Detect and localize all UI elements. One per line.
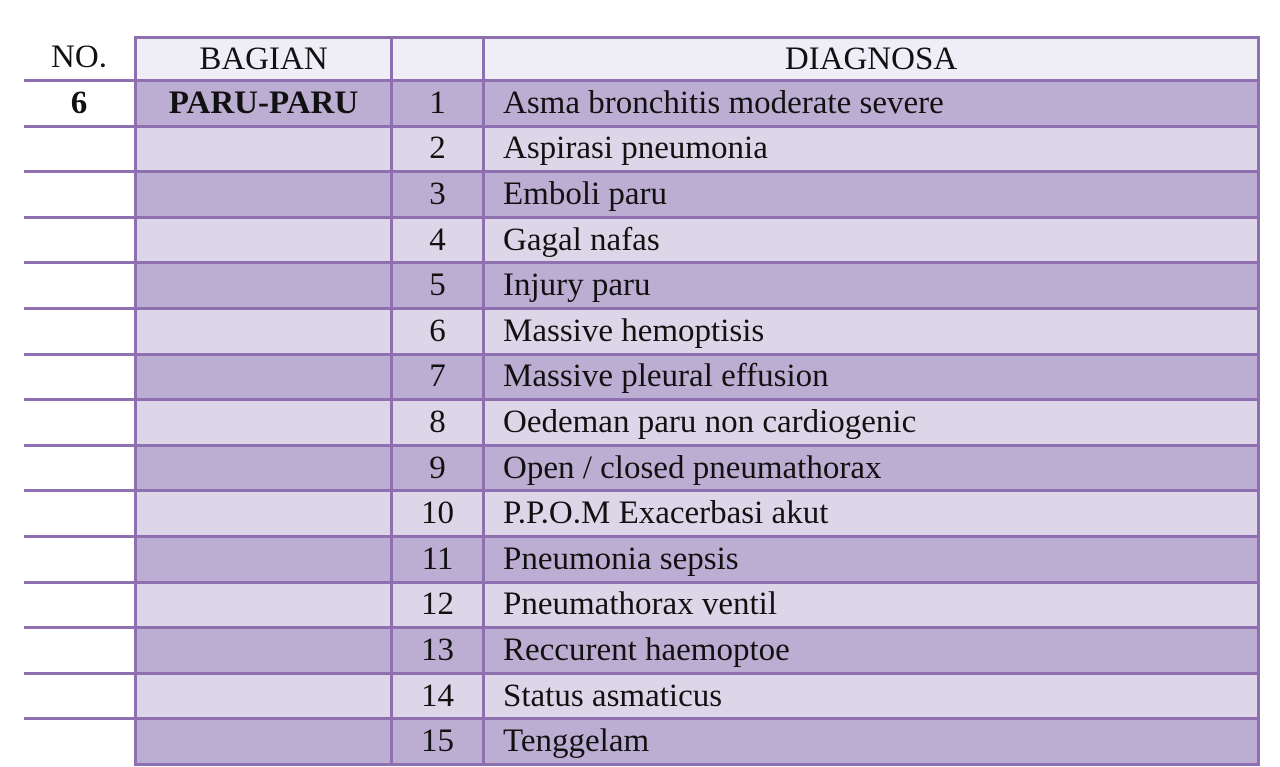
header-number xyxy=(390,36,482,79)
row-no xyxy=(24,356,134,399)
row-diagnosa: Open / closed pneumathorax xyxy=(482,447,1260,490)
row-number: 13 xyxy=(390,629,482,672)
row-bagian xyxy=(134,675,390,718)
row-bagian xyxy=(134,629,390,672)
row-no xyxy=(24,492,134,535)
row-number: 9 xyxy=(390,447,482,490)
row-no xyxy=(24,128,134,171)
table-row xyxy=(24,264,1260,310)
row-no xyxy=(24,173,134,216)
row-number: 10 xyxy=(390,492,482,535)
row-number: 2 xyxy=(390,128,482,171)
row-no xyxy=(24,447,134,490)
row-diagnosa: Oedeman paru non cardiogenic xyxy=(482,401,1260,444)
row-no xyxy=(24,584,134,627)
table-row xyxy=(24,538,1260,584)
row-diagnosa: Massive pleural effusion xyxy=(482,356,1260,399)
row-number: 5 xyxy=(390,264,482,307)
row-number: 7 xyxy=(390,356,482,399)
row-bagian xyxy=(134,401,390,444)
row-no xyxy=(24,264,134,307)
row-number: 4 xyxy=(390,219,482,262)
row-number: 1 xyxy=(390,82,482,125)
row-number: 6 xyxy=(390,310,482,353)
row-diagnosa: Pneumonia sepsis xyxy=(482,538,1260,581)
row-bagian xyxy=(134,219,390,262)
header-bagian: BAGIAN xyxy=(134,36,390,79)
row-no xyxy=(24,401,134,444)
table-row xyxy=(24,173,1260,219)
table-row xyxy=(24,492,1260,538)
row-bagian xyxy=(134,538,390,581)
row-number: 11 xyxy=(390,538,482,581)
row-bagian xyxy=(134,720,390,763)
row-diagnosa: Emboli paru xyxy=(482,173,1260,216)
row-bagian xyxy=(134,492,390,535)
row-no xyxy=(24,675,134,718)
row-number: 3 xyxy=(390,173,482,216)
row-diagnosa: Gagal nafas xyxy=(482,219,1260,262)
header-diagnosa: DIAGNOSA xyxy=(482,36,1260,79)
table-row xyxy=(24,629,1260,675)
row-bagian xyxy=(134,173,390,216)
row-diagnosa: Tenggelam xyxy=(482,720,1260,763)
table-row xyxy=(24,128,1260,174)
table-row xyxy=(24,310,1260,356)
row-bagian xyxy=(134,310,390,353)
row-no xyxy=(24,720,134,763)
row-bagian xyxy=(134,584,390,627)
row-bagian xyxy=(134,356,390,399)
header-no: NO. xyxy=(24,36,134,79)
row-diagnosa: Status asmaticus xyxy=(482,675,1260,718)
table-header-row xyxy=(24,36,1260,82)
table-row xyxy=(24,82,1260,128)
row-no xyxy=(24,310,134,353)
row-number: 14 xyxy=(390,675,482,718)
row-number: 15 xyxy=(390,720,482,763)
row-diagnosa: Asma bronchitis moderate severe xyxy=(482,82,1260,125)
table-row xyxy=(24,401,1260,447)
row-diagnosa: P.P.O.M Exacerbasi akut xyxy=(482,492,1260,535)
table-row xyxy=(24,720,1260,766)
table-row xyxy=(24,447,1260,493)
row-no xyxy=(24,629,134,672)
row-diagnosa: Reccurent haemoptoe xyxy=(482,629,1260,672)
row-no xyxy=(24,538,134,581)
row-number: 12 xyxy=(390,584,482,627)
row-diagnosa: Injury paru xyxy=(482,264,1260,307)
row-diagnosa: Aspirasi pneumonia xyxy=(482,128,1260,171)
table-row xyxy=(24,356,1260,402)
table-row xyxy=(24,219,1260,265)
row-diagnosa: Massive hemoptisis xyxy=(482,310,1260,353)
table-row xyxy=(24,675,1260,721)
row-number: 8 xyxy=(390,401,482,444)
group-bagian: PARU-PARU xyxy=(134,82,390,125)
row-bagian xyxy=(134,128,390,171)
diagnosis-table xyxy=(24,36,1260,766)
table-row xyxy=(24,584,1260,630)
row-bagian xyxy=(134,447,390,490)
group-no: 6 xyxy=(24,82,134,125)
row-diagnosa: Pneumathorax ventil xyxy=(482,584,1260,627)
row-bagian xyxy=(134,264,390,307)
row-no xyxy=(24,219,134,262)
